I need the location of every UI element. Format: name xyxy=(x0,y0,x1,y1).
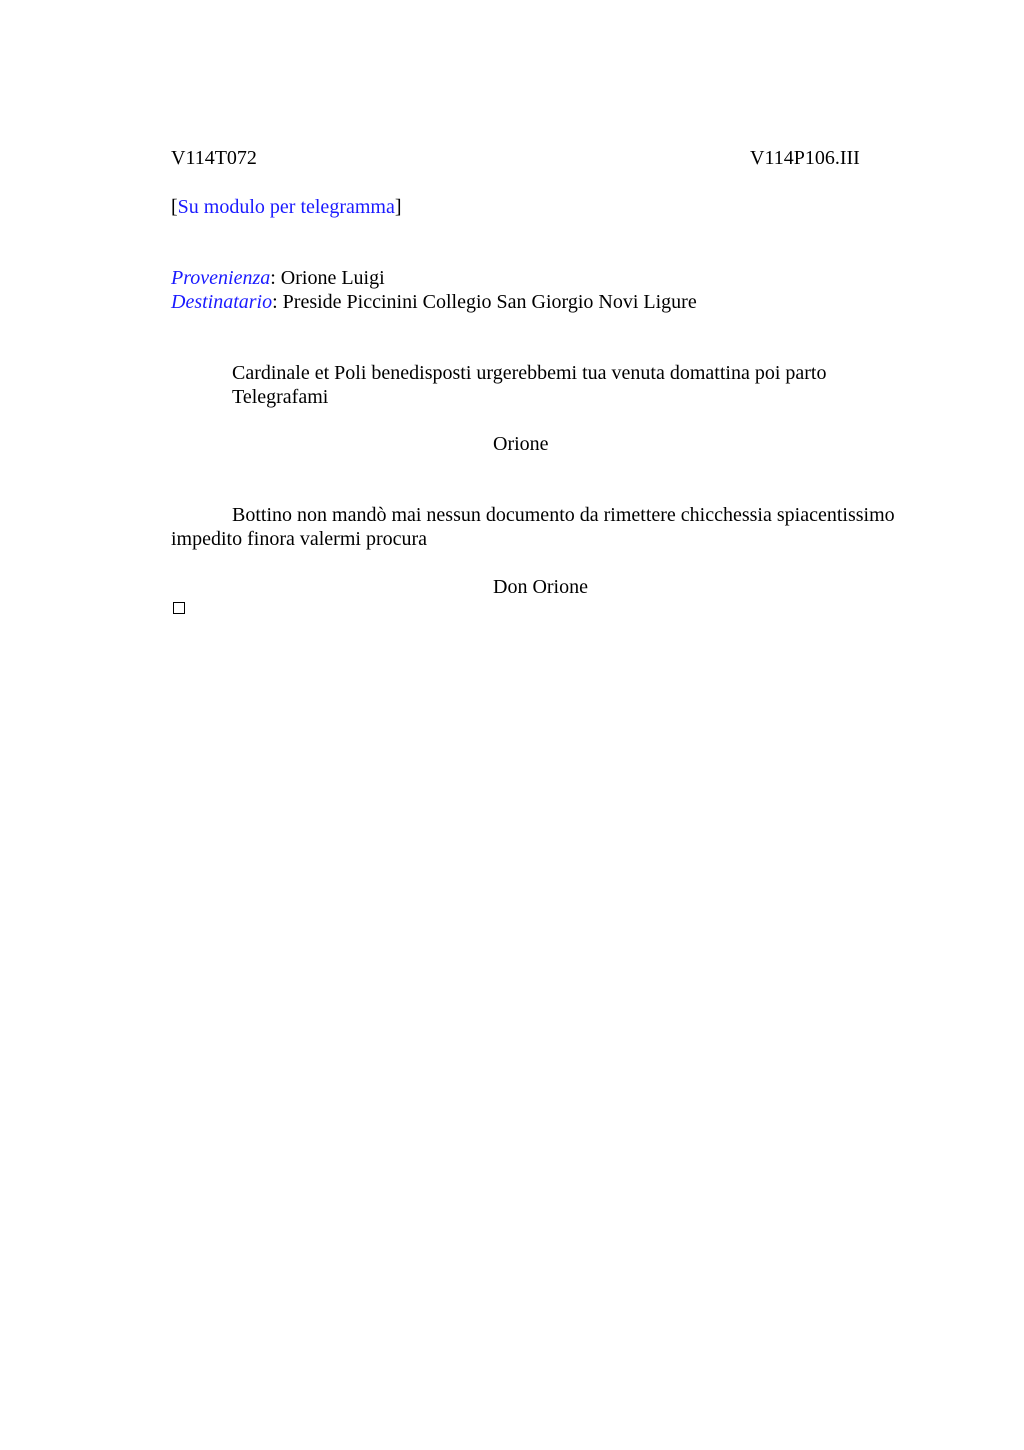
document-code-right: V114P106.III xyxy=(750,147,860,169)
telegram2-signature: Don Orione xyxy=(493,576,588,598)
provenienza-label: Provenienza xyxy=(171,267,271,289)
telegram2-body-first-line: Bottino non mandò mai nessun documento da rimettere chicchessia spiacentissimo xyxy=(232,504,895,526)
destinatario-line xyxy=(171,290,697,314)
end-of-document-square-icon xyxy=(173,602,185,614)
destinatario-value: : Preside Piccinini Collegio San Giorgio Novi Ligure xyxy=(272,291,697,313)
note-open-bracket: [ xyxy=(171,196,178,218)
document-code-left: V114T072 xyxy=(171,147,257,169)
editorial-note xyxy=(171,195,402,219)
provenienza-line xyxy=(171,266,385,290)
provenienza-value: : Orione Luigi xyxy=(270,267,385,289)
telegram1-body: Cardinale et Poli benedisposti urgerebbemi tua venuta domattina poi parto Telegrafami xyxy=(232,362,827,408)
note-text: Su modulo per telegramma xyxy=(177,196,395,218)
destinatario-label: Destinatario xyxy=(171,291,273,313)
telegram1-signature: Orione xyxy=(493,433,549,455)
note-close-bracket: ] xyxy=(394,196,402,218)
telegram2-body-second-line: impedito finora valermi procura xyxy=(171,528,428,550)
